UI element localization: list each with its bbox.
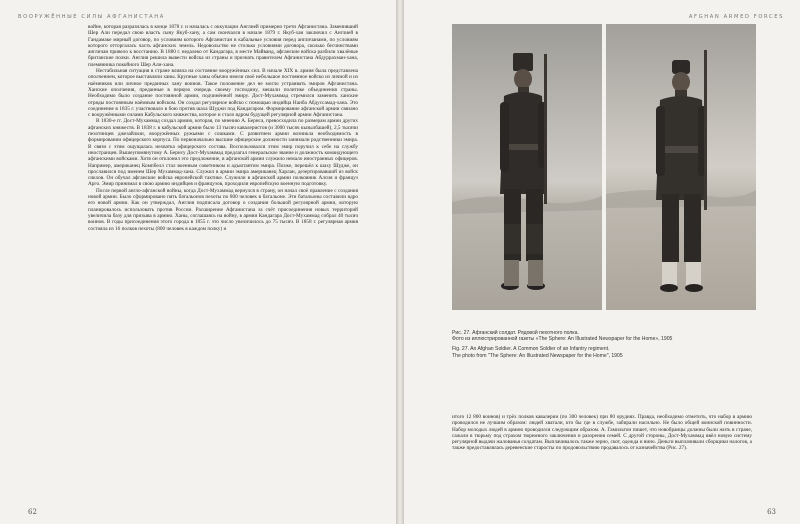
running-head-right: AFGHAN ARMED FORCES [688, 14, 784, 20]
left-page [0, 0, 396, 524]
paragraph: После первой англо-афганской войны, когда Дост-Мухаммад вернулся в страну, он начал своё правление с создания новой армии. Было сформировано пять батальонов пехоты по 800 человек в батальоне. Эти батальоны составили ядро его новой армии. Как он утверждал, Англия подписала договор о создании большой регулярной армии, которую планировалось использовать против России. Расширение Афганистана за счёт присоединения новых территорий увеличила базу для призыва в армию. Ханы, соглашаясь на войну, в армии Кандагара Дост-Мухаммад собрал 40 тысяч воинов. В годы присоединения этого города в 1855 г. это число увеличилось до 75 тысяч. В 1858 г. регулярная армия состояла из 16 полков пехоты (800 человек в каждом полку) и [88, 187, 358, 232]
paragraph: войне, которая разразилась в конце 1878 г. и началась с оккупации Англией примерно трети Афганистана. Заменивший Шер Али передал свою власть сыну Якуб-хану, а сам скончался в начале 1879 г. Якуб-хан заключил с Англией в Гандамаке мирный договор, по условиям которого Афганистан в кабальные условия перед англичанами, по условиям которого отторгалась часть афганских земель. Недовольство не столько условиями договора, сколько бесчинствами англичан привело к восстанию. В 1880 г. недалеко от Кандагара, в месте Майванд, афганские войска разбили хвалёные британские полки. Англия решила вывести войска из страны и признать правителем Афганистана Абдуррахман-хана, племянника покойного Шер Али-хана. [88, 24, 358, 68]
caption-en-line-2: The photo from "The Sphere: An Illustrated Newspaper for the Home", 1905 [452, 352, 623, 359]
afghan-soldier-photo-1 [452, 24, 602, 310]
afghan-soldier-photo-2 [606, 24, 756, 310]
page-number-left: 62 [28, 508, 37, 516]
paragraph: В 1830-е гг. Дост-Мухаммад создал армию, которая, по мнению А. Бернса, превосходила по размерам армии других афганских княжеств. В 1838 г. в кабульской армии было 13 тысяч кавалеристов (и 3000 тысяч кызылбашей), 2,5 тысячи пехотинцев джезайльчи, вооружённых ружьями с сошками. С развитием армии возникла необходимость в формировании офицерского корпуса. По первоначально высшие офицерские должности занимали родственники эмира. В связи с этим ощущалась нехватка офицерского состава. Воспользовался этим эмир поручил к себе на службу иностранцев. Вышеупомянутому А. Бернсу Дост-Мухаммад предлагал генеральское звание и должность командующего афганскими войсками. Хотя он отклонил это предложение, в афганской армии служило немало иностранных офицеров. Например, американец Компбелл стал военным советником и адъютантом эмира. Позже, перешёл к шаху Шудже, он прославился под именем Шер Мухаммад-хана. Служил в армии эмира американец Харлан, дезертировавший из войск сикхов. Он обучал афганские войска европейской тактике. Служили в афганской армии полковник Алсия и француз Арго. Эмир принимал в свою армию индийцев и французов, проходили европейскую военную подготовку. [88, 118, 358, 188]
caption-ru-line-2: Фото из иллюстрированной газеты «The Sphere: An Illustrated Newspaper for the Home», 1905 [452, 336, 673, 343]
soldier-side-image [606, 24, 756, 310]
figure-caption [452, 330, 752, 359]
right-page-body [452, 414, 752, 510]
paragraph: итого 12 800 воинов) и трёх полков кавалерии (по 300 человек) при 80 орудиях. Правда, необходимо отметить, что набор в армию проводился не лучшим образом: людей хватали, кто бы где в службе, забирали насильно. Не было общей воинской повинности. Набор молодых людей в армию проводился следующим образом. А. Гамильтон пишет, что новобранцы должны были жить в стране, сажали в тюрьму под страхом тюремного заключения и разорения семей. С другой стороны, Дост-Мухаммад ввёл новую систему регулярной выдачи жалованья солдатам. Выплачивалось также зерно, скот, одежда и вино. Деньги выплачивали сборщики налогов, а также предоставлялась деревенские старосты по продовольствию продавалось от казначейства (Рис. 27). [452, 414, 752, 452]
page-number-right: 63 [767, 508, 776, 516]
paragraph: Нестабильная ситуация в стране влияла на состояние вооружённых сил. В начале XIX в. армия была представлена ополчением, которое выставляли ханы. Крупные ханы обычно имели своё небольшое постоянное войско из личной и из наёмников или личное преданных хану воинов. Такое положение дел не могло устраивать эмиров Афганистана. Ханские ополчения, преданные в первую очередь своему господину, мешали политике объединения страны. Необходимо было создание постоянной армии, подчинённой эмиру. Дост-Мухаммад стремился заменить ханские отряды постоянным наёмным войском. Он создал регулярное войско с помощью индийца Наиба Абдуссамад-хана. Это соединение в 1835 г. участвовало в бою против шаха Шуджи под Кандагаром. Формирование афганской армии связано с вооружёнными силами Кабульского княжества, которое и стало ядром будущей регулярной армии Афганистана. [88, 68, 358, 119]
book-gutter [396, 0, 404, 524]
right-page [404, 0, 800, 524]
caption-ru-line-1: Рис. 27. Афганский солдат. Рядовой пехотного полка. [452, 330, 579, 336]
left-page-body [88, 24, 358, 510]
soldier-front-image [452, 24, 602, 310]
caption-en-line-1: Fig. 27. An Afghan Soldier. A Common Soldier of an Infantry regiment. [452, 346, 610, 353]
running-head-left: ВООРУЖЁННЫЕ СИЛЫ АФГАНИСТАНА [18, 14, 165, 20]
